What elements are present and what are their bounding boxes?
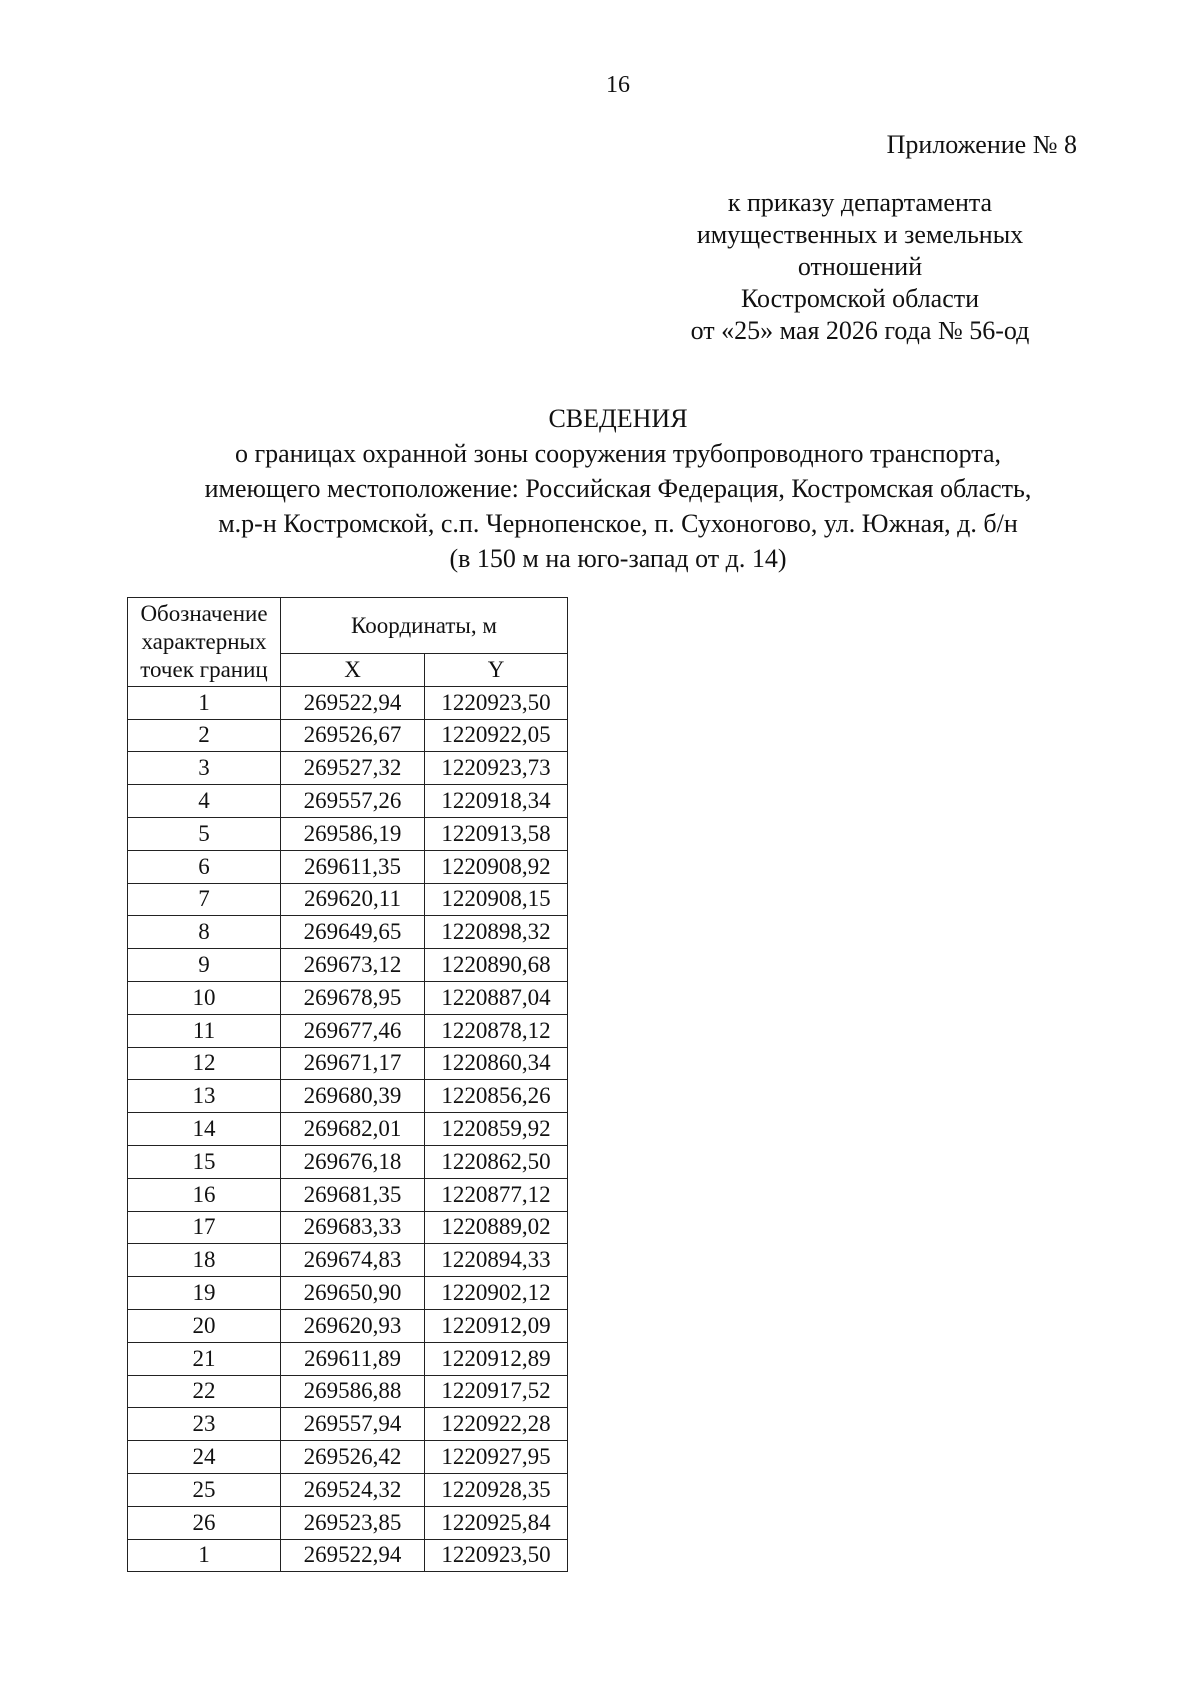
table-row bbox=[128, 1277, 568, 1310]
point-cell: 23 bbox=[128, 1408, 281, 1441]
table-row bbox=[128, 1342, 568, 1375]
x-coordinate-cell: 269649,65 bbox=[281, 916, 425, 949]
table-row bbox=[128, 1539, 568, 1572]
table-row bbox=[128, 916, 568, 949]
point-cell: 3 bbox=[128, 752, 281, 785]
y-coordinate-cell: 1220912,89 bbox=[425, 1342, 568, 1375]
table-row bbox=[128, 1375, 568, 1408]
x-coordinate-cell: 269611,89 bbox=[281, 1342, 425, 1375]
appendix-title: Приложение № 8 bbox=[886, 130, 1077, 159]
x-coordinate-cell: 269620,11 bbox=[281, 883, 425, 916]
x-coordinate-cell: 269586,88 bbox=[281, 1375, 425, 1408]
y-coordinate-cell: 1220923,73 bbox=[425, 752, 568, 785]
heading-line: м.р-н Костромской, с.п. Чернопенское, п. Сухоногово, ул. Южная, д. б/н bbox=[218, 509, 1018, 538]
point-cell: 2 bbox=[128, 719, 281, 752]
document-heading bbox=[60, 401, 1176, 576]
y-coordinate-cell: 1220925,84 bbox=[425, 1506, 568, 1539]
table-row bbox=[128, 850, 568, 883]
order-date-line: от «25» мая 2026 года № 56-од bbox=[690, 316, 1030, 345]
point-cell: 21 bbox=[128, 1342, 281, 1375]
point-cell: 11 bbox=[128, 1014, 281, 1047]
table-row bbox=[128, 981, 568, 1014]
order-line: отношений bbox=[797, 252, 923, 281]
point-cell: 12 bbox=[128, 1047, 281, 1080]
table-row bbox=[128, 785, 568, 818]
coordinates-body bbox=[128, 686, 568, 1572]
x-coordinate-cell: 269526,42 bbox=[281, 1441, 425, 1474]
table-row bbox=[128, 817, 568, 850]
x-coordinate-cell: 269611,35 bbox=[281, 850, 425, 883]
x-coordinate-cell: 269683,33 bbox=[281, 1211, 425, 1244]
header-point-designation bbox=[128, 598, 281, 687]
x-coordinate-cell: 269557,94 bbox=[281, 1408, 425, 1441]
point-cell: 1 bbox=[128, 686, 281, 719]
point-cell: 20 bbox=[128, 1309, 281, 1342]
point-cell: 8 bbox=[128, 916, 281, 949]
y-coordinate-cell: 1220878,12 bbox=[425, 1014, 568, 1047]
table-row bbox=[128, 1113, 568, 1146]
header-point-line: характерных bbox=[141, 628, 267, 654]
coordinates-table bbox=[127, 597, 568, 1572]
x-coordinate-cell: 269522,94 bbox=[281, 1539, 425, 1572]
header-x: X bbox=[281, 654, 425, 687]
table-row bbox=[128, 1145, 568, 1178]
table-row bbox=[128, 1014, 568, 1047]
y-coordinate-cell: 1220856,26 bbox=[425, 1080, 568, 1113]
y-coordinate-cell: 1220887,04 bbox=[425, 981, 568, 1014]
point-cell: 18 bbox=[128, 1244, 281, 1277]
point-cell: 5 bbox=[128, 817, 281, 850]
table-row bbox=[128, 1047, 568, 1080]
point-cell: 15 bbox=[128, 1145, 281, 1178]
point-cell: 4 bbox=[128, 785, 281, 818]
heading-line: имеющего местоположение: Российская Федерация, Костромская область, bbox=[204, 474, 1032, 503]
x-coordinate-cell: 269526,67 bbox=[281, 719, 425, 752]
y-coordinate-cell: 1220928,35 bbox=[425, 1473, 568, 1506]
x-coordinate-cell: 269650,90 bbox=[281, 1277, 425, 1310]
header-y: Y bbox=[425, 654, 568, 687]
table-row bbox=[128, 1080, 568, 1113]
header-point-line: точек границ bbox=[140, 656, 268, 682]
x-coordinate-cell: 269620,93 bbox=[281, 1309, 425, 1342]
point-cell: 19 bbox=[128, 1277, 281, 1310]
point-cell: 14 bbox=[128, 1113, 281, 1146]
table-row bbox=[128, 686, 568, 719]
y-coordinate-cell: 1220913,58 bbox=[425, 817, 568, 850]
order-reference bbox=[620, 187, 1100, 347]
page-number: 16 bbox=[606, 72, 630, 98]
y-coordinate-cell: 1220860,34 bbox=[425, 1047, 568, 1080]
y-coordinate-cell: 1220908,15 bbox=[425, 883, 568, 916]
y-coordinate-cell: 1220923,50 bbox=[425, 1539, 568, 1572]
y-coordinate-cell: 1220918,34 bbox=[425, 785, 568, 818]
y-coordinate-cell: 1220923,50 bbox=[425, 686, 568, 719]
y-coordinate-cell: 1220889,02 bbox=[425, 1211, 568, 1244]
x-coordinate-cell: 269680,39 bbox=[281, 1080, 425, 1113]
x-coordinate-cell: 269674,83 bbox=[281, 1244, 425, 1277]
x-coordinate-cell: 269522,94 bbox=[281, 686, 425, 719]
x-coordinate-cell: 269671,17 bbox=[281, 1047, 425, 1080]
y-coordinate-cell: 1220859,92 bbox=[425, 1113, 568, 1146]
table-row bbox=[128, 949, 568, 982]
y-coordinate-cell: 1220902,12 bbox=[425, 1277, 568, 1310]
point-cell: 13 bbox=[128, 1080, 281, 1113]
table-row bbox=[128, 1244, 568, 1277]
header-point-line: Обозначение bbox=[140, 600, 268, 626]
point-cell: 6 bbox=[128, 850, 281, 883]
order-line: Костромской области bbox=[740, 284, 980, 313]
x-coordinate-cell: 269524,32 bbox=[281, 1473, 425, 1506]
table-row bbox=[128, 752, 568, 785]
table-row bbox=[128, 1178, 568, 1211]
y-coordinate-cell: 1220908,92 bbox=[425, 850, 568, 883]
point-cell: 17 bbox=[128, 1211, 281, 1244]
point-cell: 22 bbox=[128, 1375, 281, 1408]
table-row bbox=[128, 1441, 568, 1474]
point-cell: 24 bbox=[128, 1441, 281, 1474]
y-coordinate-cell: 1220877,12 bbox=[425, 1178, 568, 1211]
y-coordinate-cell: 1220912,09 bbox=[425, 1309, 568, 1342]
table-row bbox=[128, 719, 568, 752]
heading-line: о границах охранной зоны сооружения трубопроводного транспорта, bbox=[234, 439, 1002, 468]
y-coordinate-cell: 1220922,05 bbox=[425, 719, 568, 752]
x-coordinate-cell: 269557,26 bbox=[281, 785, 425, 818]
header-coordinates: Координаты, м bbox=[281, 598, 568, 654]
heading-line: (в 150 м на юго-запад от д. 14) bbox=[449, 544, 787, 573]
document-title: СВЕДЕНИЯ bbox=[548, 404, 688, 433]
table-row bbox=[128, 1506, 568, 1539]
table-row bbox=[128, 1408, 568, 1441]
order-line: к приказу департамента bbox=[727, 188, 993, 217]
x-coordinate-cell: 269677,46 bbox=[281, 1014, 425, 1047]
table-row bbox=[128, 1473, 568, 1506]
y-coordinate-cell: 1220894,33 bbox=[425, 1244, 568, 1277]
x-coordinate-cell: 269682,01 bbox=[281, 1113, 425, 1146]
point-cell: 26 bbox=[128, 1506, 281, 1539]
y-coordinate-cell: 1220890,68 bbox=[425, 949, 568, 982]
x-coordinate-cell: 269681,35 bbox=[281, 1178, 425, 1211]
y-coordinate-cell: 1220862,50 bbox=[425, 1145, 568, 1178]
table-row bbox=[128, 1309, 568, 1342]
order-line: имущественных и земельных bbox=[696, 220, 1024, 249]
point-cell: 9 bbox=[128, 949, 281, 982]
point-cell: 25 bbox=[128, 1473, 281, 1506]
x-coordinate-cell: 269676,18 bbox=[281, 1145, 425, 1178]
x-coordinate-cell: 269527,32 bbox=[281, 752, 425, 785]
point-cell: 1 bbox=[128, 1539, 281, 1572]
x-coordinate-cell: 269523,85 bbox=[281, 1506, 425, 1539]
point-cell: 7 bbox=[128, 883, 281, 916]
y-coordinate-cell: 1220898,32 bbox=[425, 916, 568, 949]
x-coordinate-cell: 269673,12 bbox=[281, 949, 425, 982]
point-cell: 16 bbox=[128, 1178, 281, 1211]
x-coordinate-cell: 269586,19 bbox=[281, 817, 425, 850]
y-coordinate-cell: 1220927,95 bbox=[425, 1441, 568, 1474]
point-cell: 10 bbox=[128, 981, 281, 1014]
x-coordinate-cell: 269678,95 bbox=[281, 981, 425, 1014]
y-coordinate-cell: 1220922,28 bbox=[425, 1408, 568, 1441]
table-row bbox=[128, 883, 568, 916]
y-coordinate-cell: 1220917,52 bbox=[425, 1375, 568, 1408]
table-row bbox=[128, 1211, 568, 1244]
